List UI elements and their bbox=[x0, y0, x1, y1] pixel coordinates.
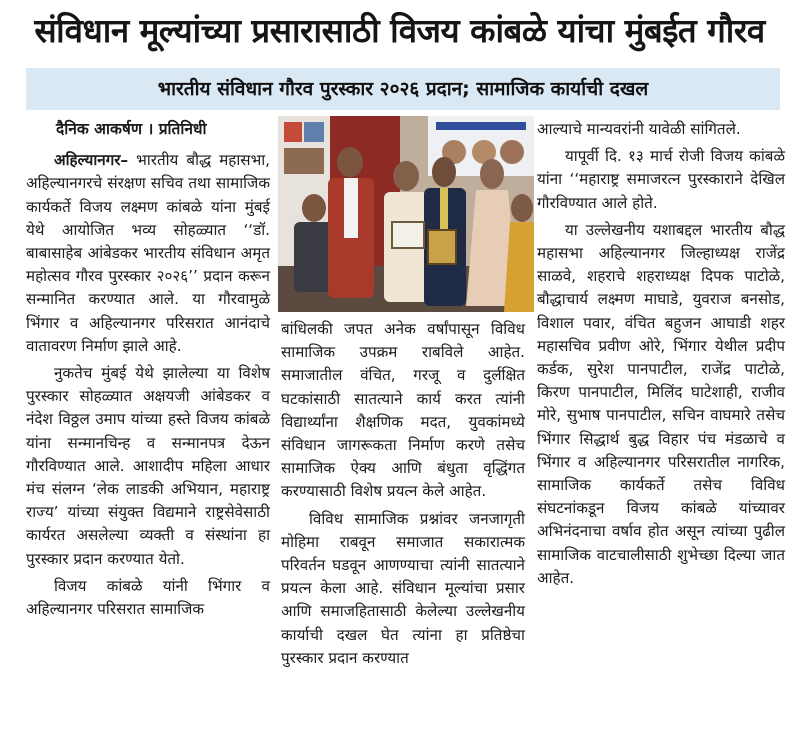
subheadline: भारतीय संविधान गौरव पुरस्कार २०२६ प्रदान; सामाजिक कार्याची दखल bbox=[26, 68, 780, 110]
paragraph: नुकतेच मुंबई येथे झालेल्या या विशेष पुरस्कार सोहळ्यात अक्षयजी आंबेडकर व नंदेश विठ्ठल उमाप यांच्या हस्ते विजय कांबळे यांना सन्मानचिन्ह व सन्मानपत्र देऊन गौरविण्यात आले. आशादीप महिला आधार मंच संलग्न ‘लेक लाडकी अभियान, महाराष्ट्र राज्य’ यांच्या संयुक्त विद्यमाने राष्ट्रसेवेसाठी कार्यरत असलेल्या व्यक्ती व संस्थांना हा पुरस्कार प्रदान करण्यात येतो. bbox=[26, 364, 270, 568]
paragraph: विजय कांबळे यांनी भिंगार व अहिल्यानगर परिसरात सामाजिक bbox=[26, 576, 270, 619]
paragraph bbox=[26, 149, 270, 358]
paragraph: आल्याचे मान्यवरांनी यावेळी सांगितले. bbox=[537, 120, 741, 138]
article-column-3 bbox=[537, 118, 785, 590]
paragraph: या उल्लेखनीय यशाबद्दल भारतीय बौद्ध महासभा अहिल्यानगर जिल्हाध्यक्ष राजेंद्र साळवे, शहराचे शहराध्यक्ष दिपक पाटोळे, बौद्धाचार्य लक्ष्मण माघाडे, युवराज बनसोड, विशाल पवार, वंचित बहुजन आघाडी शहर महासचिव प्रवीण ओरे, भिंगार येथील प्रदीप कर्डक, सुरेश पानपाटील, राजेंद्र पाटोळे, किरण पानपाटील, मिलिंद घाटेशाही, राजीव मोरे, सुभाष पानपाटील, सचिन वाघमारे तसेच भिंगार सिद्धार्थ बुद्ध विहार पंच मंडळाचे व भिंगार व अहिल्यानगर परिसरातील नागरिक, सामाजिक कार्यकर्ते तसेच विविध संघटनांकडून विजय कांबळे यांच्यावर अभिनंदनाचा वर्षाव होत असून त्यांच्या पुढील सामाजिक वाटचालीसाठी शुभेच्छा दिल्या जात आहेत. bbox=[537, 220, 785, 587]
byline: दैनिक आकर्षण । प्रतिनिधी bbox=[56, 120, 207, 138]
headline: संविधान मूल्यांच्या प्रसारासाठी विजय कांबळे यांचा मुंबईत गौरव bbox=[34, 11, 765, 50]
paragraph: बांधिलकी जपत अनेक वर्षांपासून विविध सामाजिक उपक्रम राबविले आहेत. समाजातील वंचित, गरजू व दुर्लक्षित घटकांसाठी सातत्याने कार्य करत त्यांनी विद्यार्थ्यांना शैक्षणिक मदत, युवकांमध्ये संविधान जागरूकता निर्माण करणे तसेच सामाजिक ऐक्य आणि बंधुता वृद्धिंगत करण्यासाठी विशेष प्रयत्न केले आहेत. bbox=[281, 320, 525, 501]
article-column-2 bbox=[281, 318, 525, 670]
paragraph: विविध सामाजिक प्रश्नांवर जनजागृती मोहिमा राबवून समाजात सकारात्मक परिवर्तन घडवून आणण्याचा त्यांनी सातत्याने प्रयत्न केला आहे. संविधान मूल्यांचा प्रसार आणि समाजहितासाठी केलेल्या उल्लेखनीय कार्याची दखल घेत त्यांना हा प्रतिष्ठेचा पुरस्कार प्रदान करण्यात bbox=[281, 509, 525, 667]
paragraph: यापूर्वी दि. १३ मार्च रोजी विजय कांबळे यांना ‘‘महाराष्ट्र समाजरत्न पुरस्काराने देखिल गौरविण्यात आले होते. bbox=[537, 147, 785, 212]
article-column-1 bbox=[26, 118, 270, 621]
paragraph-text: भारतीय बौद्ध महासभा, अहिल्यानगरचे संरक्षण सचिव तथा सामाजिक कार्यकर्ते विजय लक्ष्मण कांबळे यांना मुंबई येथे आयोजित भव्य सोहळ्यात ‘‘डॉ. बाबासाहेब आंबेडकर भारतीय संविधान अमृत महोत्सव गौरव पुरस्कार २०२६’’ प्रदान करून सन्मानित करण्यात आले. या गौरवामुळे भिंगार व अहिल्यानगर परिसरात आनंदाचे वातावरण निर्माण झाले आहे. bbox=[26, 151, 271, 355]
award-ceremony-photo bbox=[278, 116, 534, 312]
dateline: अहिल्यानगर– bbox=[54, 151, 129, 170]
